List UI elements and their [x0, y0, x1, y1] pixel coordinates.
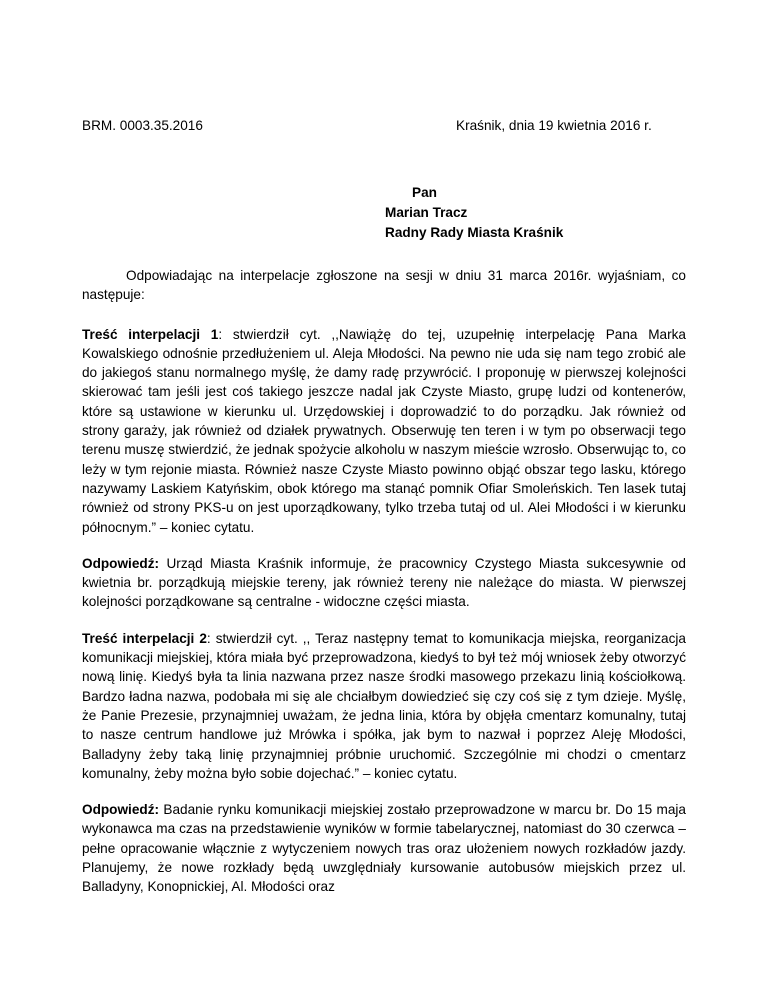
intro-paragraph: Odpowiadając na interpelacje zgłoszone na sesji w dniu 31 marca 2016r. wyjaśniam, co następuje: [82, 268, 686, 303]
interpellation-1-paragraph [82, 325, 686, 537]
addressee-name: Marian Tracz [385, 205, 468, 220]
interpellation-2-paragraph [82, 629, 686, 783]
interpellation-2-label: Treść interpelacji 2 [82, 630, 207, 646]
letter-body [82, 266, 686, 914]
answer-1-paragraph [82, 554, 686, 612]
letter-header [82, 118, 682, 138]
place-and-date: Kraśnik, dnia 19 kwietnia 2016 r. [456, 118, 652, 133]
answer-1-label: Odpowiedź: [82, 555, 160, 571]
reference-number: BRM. 0003.35.2016 [82, 118, 203, 133]
addressee-block [385, 183, 563, 243]
addressee-salutation: Pan [412, 185, 437, 200]
interpellation-1-text: : stwierdził cyt. ,,Nawiążę do tej, uzupełnię interpelację Pana Marka Kowalskiego odnośnie przedłużeniem ul. Aleja Młodości. Na pewno nie uda się nam tego zrobić ale do jakiegoś stanu normalnego myślę, że damy radę przywrócić. I proponuję w pierwszej kolejności skierować tam jeśli jest coś takiego jeszcze nadal jak Czyste Miasto, grupę ludzi od kontenerów, które są ustawione w kierunku ul. Urzędowskiej i doprowadzić to do porządku. Jak również od strony garaży, jak również od działek prywatnych. Obserwuję ten teren i w tym po obserwacji tego terenu muszę stwierdzić, że jednak spożycie alkoholu w naszym mieście wzrosło. Obserwując to, co leży w tym rejonie miasta. Również nasze Czyste Miasto powinno objąć obszar tego lasku, którego nazywamy Laskiem Katyńskim, obok którego ma stanąć pomnik Ofiar Smoleńskich. Ten lasek tutaj również od strony PKS-u on jest uporządkowany, tylko trzeba tutaj od ul. Alei Młodości i w kierunku północnym.” – koniec cytatu. [82, 326, 686, 535]
interpellation-2-text: : stwierdził cyt. ,, Teraz następny temat to komunikacja miejska, reorganizacja komunikacji miejskiej, która miała być przeprowadzona, kiedyś to był też mój wniosek żeby otworzyć nową linię. Kiedyś była ta linia nazwana przez nasze środki masowego przekazu linią kościołkową. Bardzo ładna nazwa, podobała mi się ale chciałbym dowiedzieć się czy coś się z tym dzieje. Myślę, że Panie Prezesie, przynajmniej uważam, że jedna linia, która by objęła cmentarz komunalny, tutaj to nasze centrum handlowe już Mrówka i spółka, jak bym to nazwał i poprzez Aleję Młodości, Balladyny żeby taką linię przynajmniej próbnie uruchomić. Szczególnie mi chodzi o cmentarz komunalny, żeby można było sobie dojechać.” – koniec cytatu. [82, 630, 686, 781]
answer-2-text: Badanie rynku komunikacji miejskiej zostało przeprowadzone w marcu br. Do 15 maja wykonawca ma czas na przedstawienie wyników w formie tabelarycznej, natomiast do 30 czerwca – pełne opracowanie włącznie z wytyczeniem nowych tras oraz ułożeniem nowych rozkładów jazdy. Planujemy, że nowe rozkłady będą uwzględniały kursowanie autobusów miejskich przez ul. Balladyny, Konopnickiej, Al. Młodości oraz [82, 802, 686, 895]
addressee-title: Radny Rady Miasta Kraśnik [385, 225, 564, 240]
interpellation-1-label: Treść interpelacji 1 [82, 326, 219, 342]
answer-2-label: Odpowiedź: [82, 802, 160, 818]
answer-2-paragraph [82, 800, 686, 896]
answer-1-text: Urząd Miasta Kraśnik informuje, że pracownicy Czystego Miasta sukcesywnie od kwietnia br. porządkują miejskie tereny, jak również tereny nie należące do miasta. W pierwszej kolejności porządkowane są centralne - widoczne części miasta. [82, 555, 686, 610]
